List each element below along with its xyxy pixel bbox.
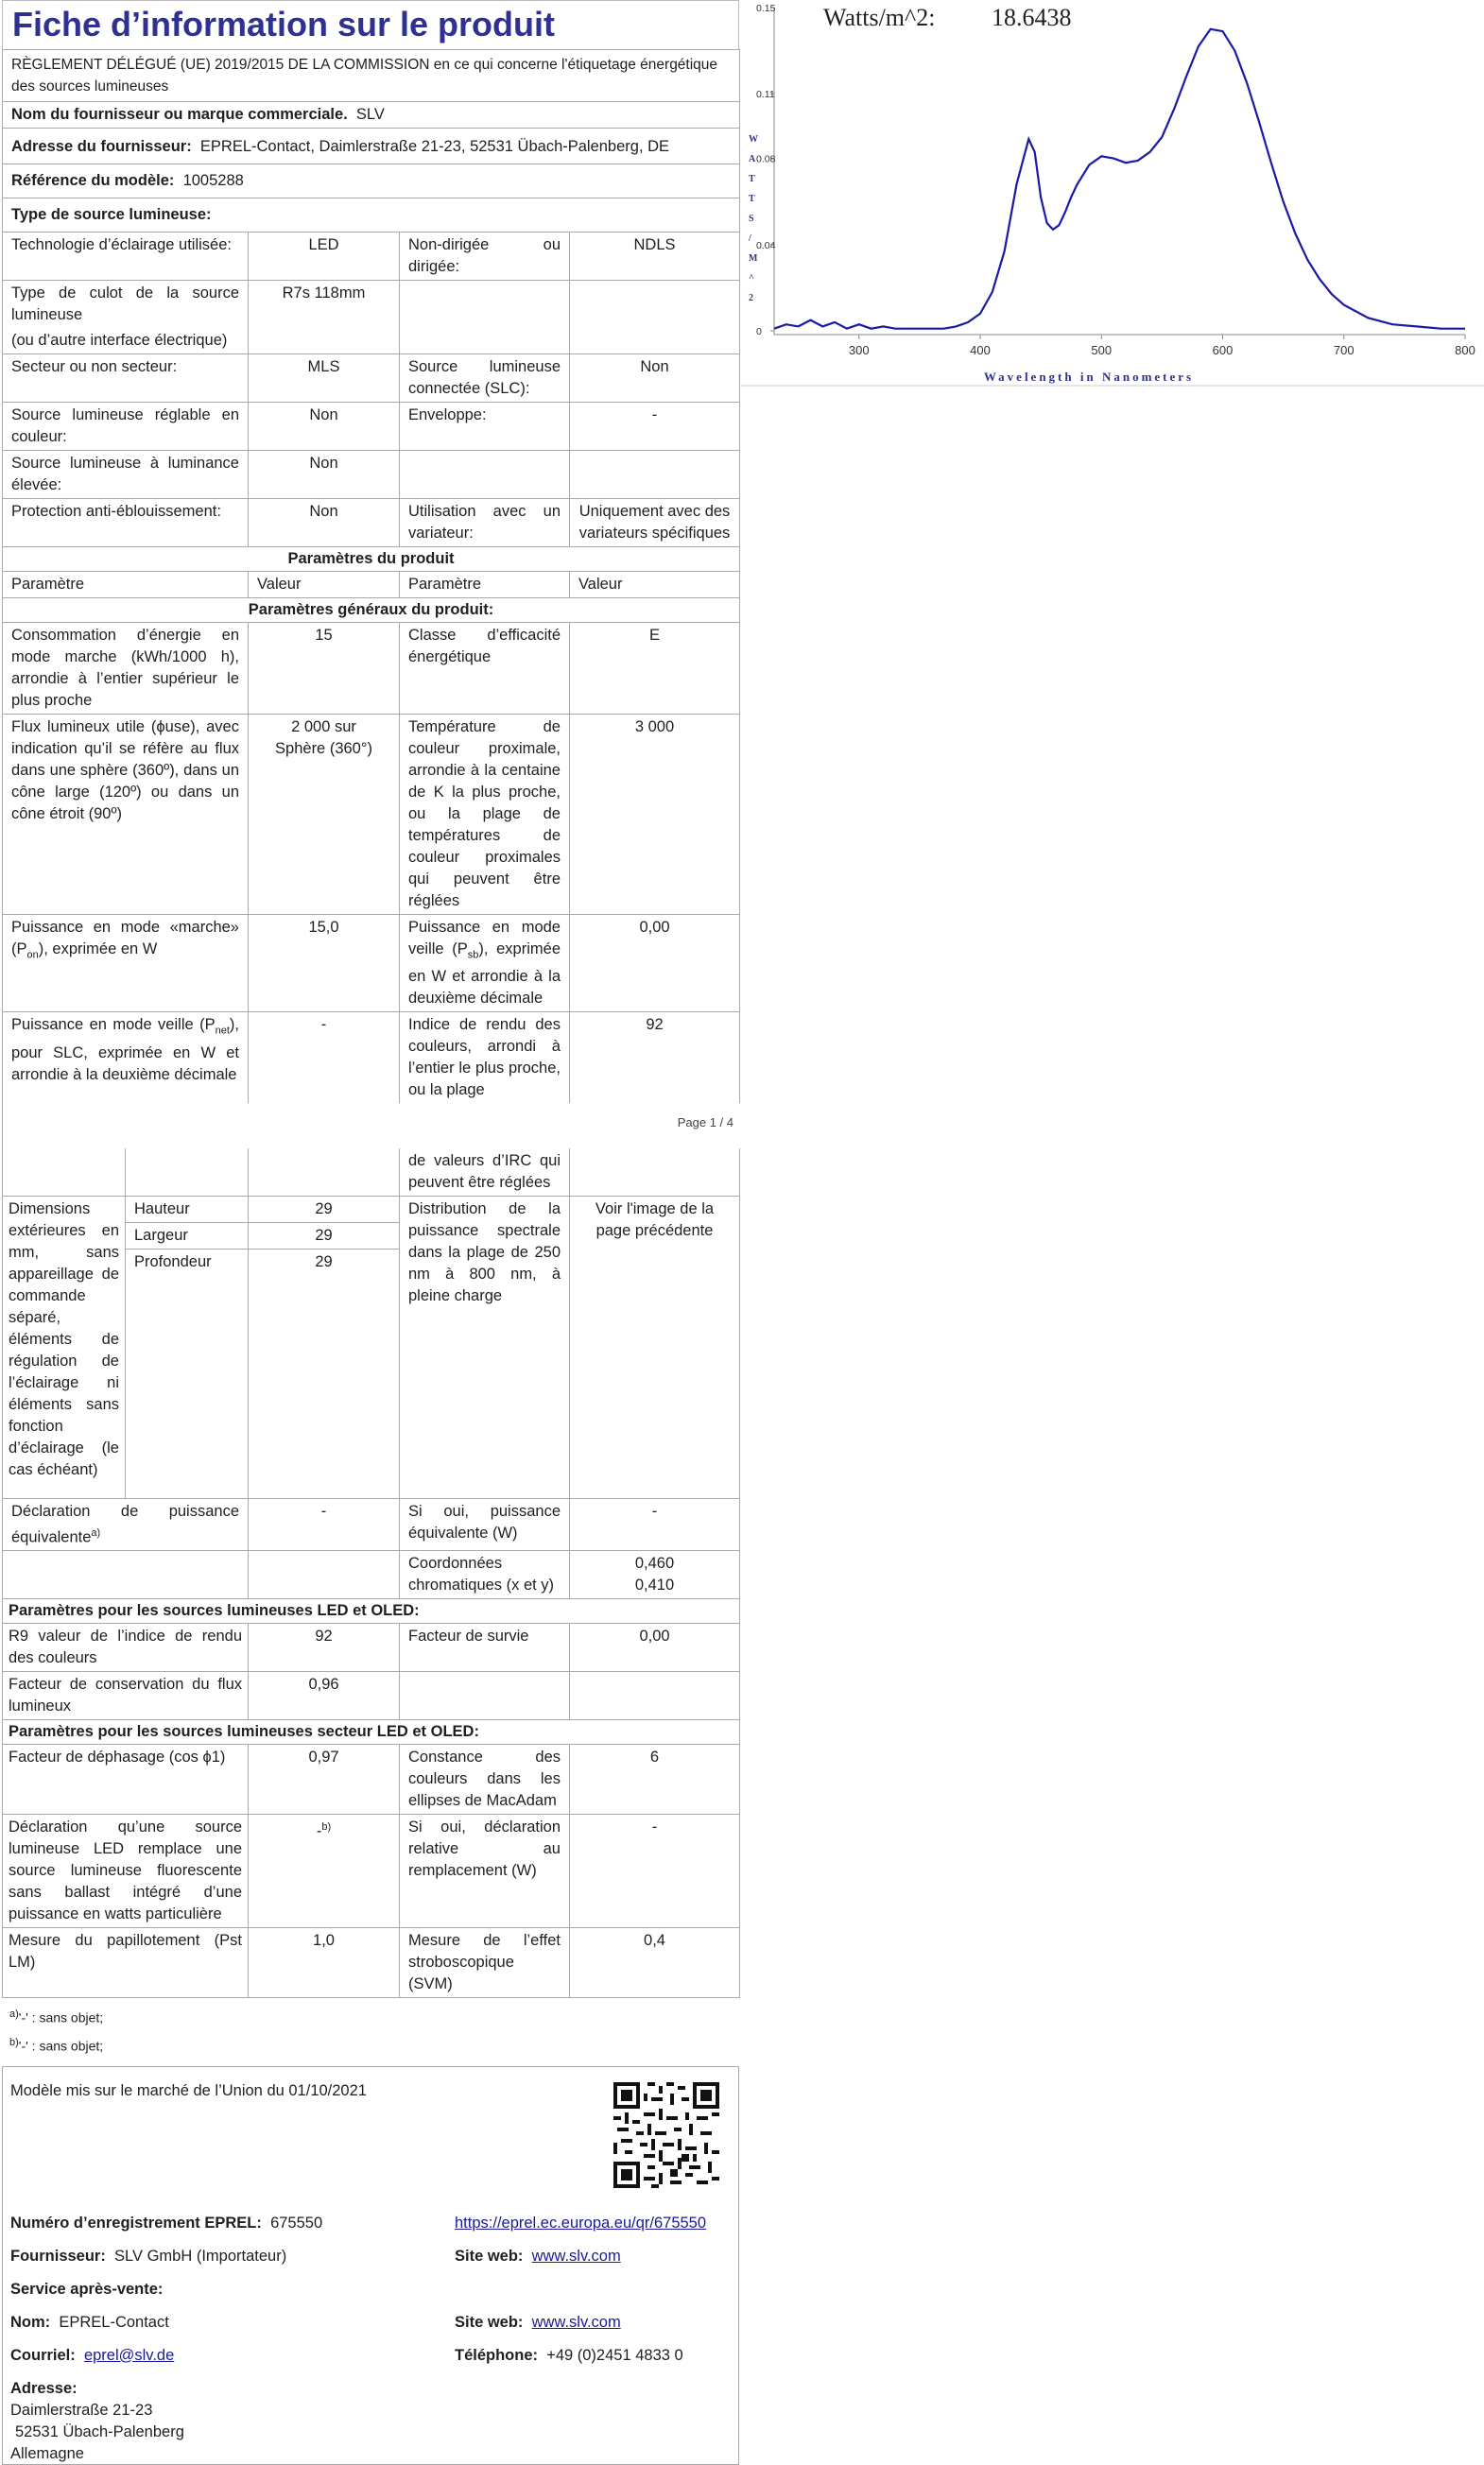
chroma-x: 0,460 (634, 1555, 675, 1573)
param-label (400, 451, 570, 499)
param-label (400, 281, 570, 354)
model-ref-row (3, 164, 740, 198)
text-part: Puissance en mode veille (P (408, 919, 561, 957)
contact-name-row (10, 2312, 169, 2334)
address-block (10, 2378, 184, 2465)
table-row (3, 1197, 740, 1223)
param-value: 2 000 sur Sphère (360°) (249, 715, 400, 915)
x-tick-label: 600 (1212, 343, 1234, 357)
param-label (3, 1012, 249, 1104)
param-label: Protection anti-éblouissement: (3, 499, 249, 547)
supplier-value: SLV GmbH (Importateur) (114, 2247, 287, 2265)
param-value: 6 (570, 1745, 740, 1815)
qr-code-icon (613, 2082, 719, 2188)
table-row (3, 1551, 740, 1599)
page-break (2, 1103, 739, 1148)
params-title: Paramètres du produit (3, 547, 740, 572)
param-value: - (249, 1012, 400, 1104)
param-label: Classe d’efficacité énergétique (400, 623, 570, 715)
param-value: 1,0 (249, 1928, 400, 1998)
table-row (3, 1815, 740, 1928)
param-value: 15 (249, 623, 400, 715)
eprel-link[interactable]: https://eprel.ec.europa.eu/qr/675550 (455, 2214, 707, 2232)
param-label: Source lumineuse connectée (SLC): (400, 354, 570, 403)
param-label: Mesure du papillotement (Pst LM) (3, 1928, 249, 1998)
website-link[interactable]: www.slv.com (531, 2247, 621, 2265)
table-row (3, 1624, 740, 1672)
subscript: sb (467, 949, 479, 961)
dimensions-label: Dimensions extérieures en mm, sans appareillage de commande séparé, éléments de régulation de l’éclairage ni éléments sans fonction d’éclairage (le cas échéant) (3, 1197, 126, 1499)
eprel-number: 675550 (270, 2214, 323, 2232)
chroma-y: 0,410 (634, 1577, 675, 1594)
eprel-row (10, 2213, 322, 2234)
param-label: Source lumineuse réglable en couleur: (3, 403, 249, 451)
footnote-ref: b) (321, 1821, 332, 1834)
market-text: Modèle mis sur le marché de l’Union du 01/10/2021 (10, 2081, 367, 2099)
table-row (3, 233, 740, 281)
param-value: 0,00 (570, 1624, 740, 1672)
param-value: 0,4 (570, 1928, 740, 1998)
header-table (2, 49, 740, 1103)
supplier-address-row (3, 129, 740, 164)
subscript: on (26, 949, 39, 961)
footnote (9, 2002, 732, 2030)
y-axis-label-char: 2 (749, 293, 753, 303)
name-label: Nom: (10, 2313, 51, 2331)
name-value: EPREL-Contact (59, 2313, 169, 2331)
param-value: - (570, 1815, 740, 1928)
spectral-chart (741, 0, 1484, 388)
param-value: LED (249, 233, 400, 281)
param-value: MLS (249, 354, 400, 403)
column-header: Valeur (570, 572, 740, 598)
website-link[interactable]: www.slv.com (531, 2313, 621, 2331)
address-line: Daimlerstraße 21-23 (10, 2401, 153, 2419)
y-axis-label-char: S (749, 214, 754, 224)
table-row (3, 281, 740, 329)
param-value: 92 (249, 1624, 400, 1672)
footnote-text: '-' : sans objet; (18, 2009, 104, 2025)
service-label: Service après-vente: (10, 2280, 164, 2298)
email-label: Courriel: (10, 2346, 76, 2364)
footnote-mark: a) (9, 2008, 19, 2021)
param-value: 15,0 (249, 915, 400, 1012)
param-label (400, 915, 570, 1012)
column-header: Valeur (249, 572, 400, 598)
table-row (3, 1672, 740, 1720)
param-value: 0,96 (249, 1672, 400, 1720)
table-row (3, 1012, 740, 1104)
table-row (3, 451, 740, 499)
x-tick-label: 800 (1455, 343, 1475, 357)
footer-box (2, 2066, 739, 2465)
param-label: Si oui, déclaration relative au remplacement (W) (400, 1815, 570, 1928)
address-line: Allemagne (10, 2444, 84, 2462)
param-value: Uniquement avec des variateurs spécifiques (570, 499, 740, 547)
param-label: Facteur de déphasage (cos ϕ1) (3, 1745, 249, 1815)
param-value: 0,97 (249, 1745, 400, 1815)
param-value: R7s 118mm (249, 281, 400, 329)
address-line: 52531 Übach-Palenberg (15, 2422, 184, 2440)
param-label: Non-dirigée ou dirigée: (400, 233, 570, 281)
x-tick-label: 700 (1333, 343, 1355, 357)
dimension-value: 29 (249, 1223, 400, 1250)
dimension-name: Hauteur (126, 1197, 249, 1223)
x-tick-label: 400 (970, 343, 991, 357)
led-title: Paramètres pour les sources lumineuses LED et OLED: (3, 1599, 740, 1624)
spectral-value: Voir l'image de la page précédente (570, 1197, 740, 1499)
page-title: Fiche d’information sur le produit (2, 0, 739, 49)
param-value: Non (249, 499, 400, 547)
text-part: Déclaration de puissance équivalente (11, 1502, 239, 1546)
y-tick-label: 0 (756, 326, 762, 337)
param-label: Facteur de survie (400, 1624, 570, 1672)
param-value: NDLS (570, 233, 740, 281)
table-row (3, 354, 740, 403)
supplier-row (10, 2246, 286, 2267)
y-tick-label: 0.11 (756, 89, 775, 101)
supplier-name-row (3, 102, 740, 129)
param-value (570, 451, 740, 499)
param-value: 92 (570, 1012, 740, 1104)
phone-row (455, 2345, 683, 2367)
column-headers (3, 572, 740, 598)
page-number: Page 1 / 4 (677, 1115, 733, 1130)
product-sheet (2, 0, 739, 2465)
column-header: Paramètre (3, 572, 249, 598)
param-value: E (570, 623, 740, 715)
column-header: Paramètre (400, 572, 570, 598)
param-label: Utilisation avec un variateur: (400, 499, 570, 547)
param-label: Coordonnées chromatiques (x et y) (400, 1551, 570, 1599)
param-label: Facteur de conservation du flux lumineux (3, 1672, 249, 1720)
dimension-name: Profondeur (126, 1250, 249, 1276)
footnote-text: '-' : sans objet; (18, 2038, 104, 2054)
dimension-value: 29 (249, 1250, 400, 1276)
footnote-ref: a) (91, 1526, 101, 1539)
param-label: Constance des couleurs dans les ellipses de MacAdam (400, 1745, 570, 1815)
y-axis-label-char: M (749, 253, 758, 264)
param-value: Non (570, 354, 740, 403)
text-part: Puissance en mode veille (P (11, 1016, 216, 1034)
eprel-label: Numéro d’enregistrement EPREL: (10, 2214, 262, 2232)
param-label: Flux lumineux utile (ϕuse), avec indication qu’il se réfère au flux dans une sphère (360º), dans un cône large (120º) ou dans un cône étroit (90º) (3, 715, 249, 915)
y-axis-label-char: / (749, 233, 751, 244)
param-label (3, 1498, 249, 1551)
y-axis-label-char: A (749, 154, 756, 164)
param-value: - (249, 1498, 400, 1551)
footnote (9, 2030, 732, 2059)
param-label (400, 1672, 570, 1720)
table-row (3, 1928, 740, 1998)
y-tick-label: 0.08 (756, 153, 776, 165)
param-label: R9 valeur de l’indice de rendu des couleurs (3, 1624, 249, 1672)
website-row (455, 2246, 621, 2267)
table-row (3, 1498, 740, 1551)
chart-title: Watts/m^2: (823, 4, 936, 31)
dimension-name: Largeur (126, 1223, 249, 1250)
y-axis-label-char: ^ (749, 273, 754, 284)
param-value (570, 281, 740, 354)
cri-continued: de valeurs d’IRC qui peuvent être réglées (400, 1148, 570, 1197)
y-tick-label: 0.04 (756, 239, 776, 251)
param-value (249, 328, 400, 354)
param-label: Secteur ou non secteur: (3, 354, 249, 403)
website2-row (455, 2312, 621, 2334)
param-value: Non (249, 403, 400, 451)
regulation-text: RÈGLEMENT DÉLÉGUÉ (UE) 2019/2015 DE LA COMMISSION en ce qui concerne l'étiquetage énergétique des sources lumineuses (3, 50, 740, 102)
table-row (3, 499, 740, 547)
email-row (10, 2345, 174, 2367)
dimensions-table (2, 1148, 740, 1998)
model-ref-label: Référence du modèle: (11, 172, 175, 189)
text-part: ), pour SLC, exprimée en W et arrondie à la deuxième décimale (11, 1016, 239, 1083)
y-tick-label: 0.15 (756, 3, 776, 14)
general-title: Paramètres généraux du produit: (3, 598, 740, 623)
text-part: ), exprimée en W et arrondie à la deuxième décimale (408, 940, 561, 1008)
param-label: Technologie d’éclairage utilisée: (3, 233, 249, 281)
text-part: ), exprimée en W (38, 940, 158, 957)
supplier-address-label: Adresse du fournisseur: (11, 138, 192, 155)
table-row (3, 1745, 740, 1815)
param-label: Consommation d’énergie en mode marche (kWh/1000 h), arrondie à l’entier supérieur le plus proche (3, 623, 249, 715)
website-label: Site web: (455, 2247, 524, 2265)
source-type-label: Type de source lumineuse: (3, 198, 740, 233)
table-row (3, 1148, 740, 1197)
phone-label: Téléphone: (455, 2346, 539, 2364)
text-part: Puissance en mode «marche» (P (11, 919, 239, 957)
mains-title: Paramètres pour les sources lumineuses secteur LED et OLED: (3, 1720, 740, 1745)
email-link[interactable]: eprel@slv.de (83, 2346, 175, 2364)
param-label: Déclaration qu’une source lumineuse LED remplace une source lumineuse fluorescente sans ballast intégré d’une puissance en watts particulière (3, 1815, 249, 1928)
y-axis-label-char: T (749, 194, 755, 204)
footnote-mark: b) (9, 2036, 19, 2048)
address-label: Adresse: (10, 2379, 78, 2397)
supplier-address: EPREL-Contact, Daimlerstraße 21-23, 52531 Übach-Palenberg, DE (199, 138, 670, 155)
supplier-name: SLV (355, 106, 385, 123)
chroma-values (570, 1551, 740, 1599)
param-label: Si oui, puissance équivalente (W) (400, 1498, 570, 1551)
table-row (3, 915, 740, 1012)
x-tick-label: 300 (848, 343, 870, 357)
x-tick-label: 500 (1091, 343, 1113, 357)
table-row (3, 403, 740, 451)
x-axis-label: Wavelength in Nanometers (983, 370, 1195, 384)
param-value: 3 000 (570, 715, 740, 915)
param-label: (ou d’autre interface électrique) (3, 328, 249, 354)
param-value: Non (249, 451, 400, 499)
param-label: Source lumineuse à luminance élevée: (3, 451, 249, 499)
param-value: - (570, 1498, 740, 1551)
y-axis-label-char: W (749, 134, 758, 145)
spectral-chart-svg (741, 0, 1484, 388)
param-label: Enveloppe: (400, 403, 570, 451)
chart-total-value: 18.6438 (992, 4, 1072, 31)
text-part: - (316, 1822, 322, 1840)
table-row (3, 715, 740, 915)
model-ref: 1005288 (182, 172, 244, 189)
param-label: Indice de rendu des couleurs, arrondi à l’entier le plus proche, ou la plage (400, 1012, 570, 1104)
param-value: 0,00 (570, 915, 740, 1012)
supplier-name-label: Nom du fournisseur ou marque commerciale. (11, 106, 348, 123)
dimension-value: 29 (249, 1197, 400, 1223)
param-label: Température de couleur proximale, arrondie à la centaine de K la plus proche, ou la plage de températures de couleur proximales qui peuvent être réglées (400, 715, 570, 915)
param-label: Mesure de l’effet stroboscopique (SVM) (400, 1928, 570, 1998)
footnotes (2, 1998, 739, 2065)
supplier-label: Fournisseur: (10, 2247, 106, 2265)
param-value (570, 1672, 740, 1720)
phone-value: +49 (0)2451 4833 0 (546, 2346, 683, 2364)
table-row (3, 623, 740, 715)
website-label: Site web: (455, 2313, 524, 2331)
param-label (3, 915, 249, 1012)
y-axis-label-char: T (749, 174, 755, 184)
param-label: Type de culot de la source lumineuse (3, 281, 249, 329)
spectral-label: Distribution de la puissance spectrale dans la plage de 250 nm à 800 nm, à pleine charge (400, 1197, 570, 1499)
param-value (249, 1815, 400, 1928)
subscript: net (215, 1025, 230, 1037)
param-value: - (570, 403, 740, 451)
